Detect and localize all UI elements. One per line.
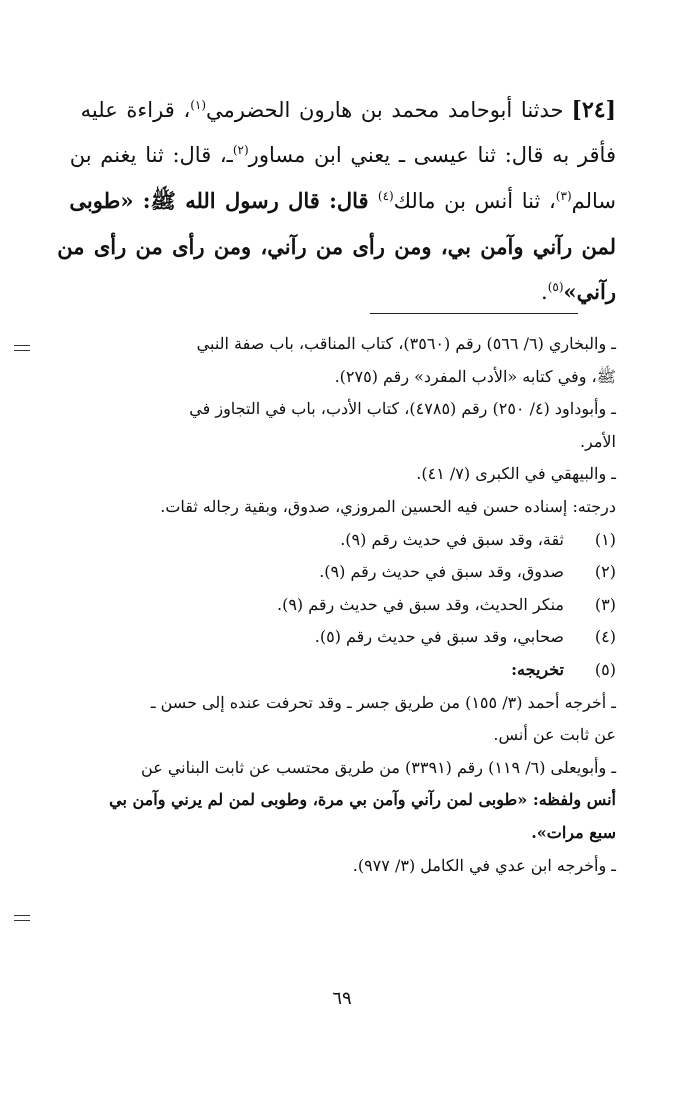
takhrij-line: سبع مرات». xyxy=(531,822,616,842)
hadith-line-2: فأقر به قال: ثنا عيسى ـ يعني ابن مساور$^{(٢)}$ـ، قال: ثنا يغنم بن xyxy=(69,143,616,167)
footnote-ref-2: (٢) xyxy=(232,143,249,157)
footnote-mark: (٥) xyxy=(594,659,616,679)
footnote-divider xyxy=(370,313,578,314)
footnote-item xyxy=(38,524,616,557)
footnote-mark: (٣) xyxy=(594,594,616,614)
footnote-ref-4: (٤) xyxy=(377,189,394,203)
footnote-line: الأمر. xyxy=(579,431,616,451)
footnote-text: صحابي، وقد سبق في حديث رقم (٥). xyxy=(314,627,564,647)
footnote-text: منكر الحديث، وقد سبق في حديث رقم (٩). xyxy=(276,594,564,614)
footnote-mark: (٢) xyxy=(594,562,616,582)
takhrij-line: ـ وأخرجه ابن عدي في الكامل (٣/ ٩٧٧). xyxy=(352,855,616,875)
footnote-mark: (١) xyxy=(594,529,616,549)
footnote-item xyxy=(38,589,616,622)
continuation-mark xyxy=(14,345,30,351)
footnote-text: تخريجه: xyxy=(511,659,564,679)
end-mark xyxy=(14,915,30,921)
footnotes xyxy=(38,328,616,882)
footnote-text: ثقة، وقد سبق في حديث رقم (٩). xyxy=(340,529,564,549)
hadith-number: [٢٤] xyxy=(571,97,616,123)
footnote-ref-1: (١) xyxy=(190,98,207,112)
footnote-ref-3: (٣) xyxy=(555,189,572,203)
hadith-line-3: سالم$^{(٣)}$، ثنا أنس بن مالك$^{(٤)}$ قال: قال رسول الله ﷺ: «طوبى xyxy=(69,188,616,213)
footnote-line: ـ والبخاري (٦/ ٥٦٦) رقم (٣٥٦٠)، كتاب المناقب، باب صفة النبي xyxy=(196,334,616,353)
footnote-line: درجته: إسناده حسن فيه الحسين المروزي، صدوق، وبقية رجاله ثقات. xyxy=(160,496,616,516)
footnote-item xyxy=(38,654,616,687)
takhrij-line: أنس ولفظه: «طوبى لمن رآني وآمن بي مرة، وطوبى لمن لم يرني وآمن بي xyxy=(109,790,616,810)
footnote-item xyxy=(38,556,616,589)
hadith-line-5: رآني»$^{(٥)}$. xyxy=(541,279,616,304)
footnote-ref-5: (٥) xyxy=(547,280,564,294)
takhrij-line: ـ وأبويعلى (٦/ ١١٩) رقم (٣٣٩١) من طريق محتسب عن ثابت البناني عن xyxy=(141,757,616,777)
takhrij-line: ـ أخرجه أحمد (٣/ ١٥٥) من طريق جسر ـ وقد تحرفت عنده إلى حسن ـ xyxy=(150,692,616,712)
footnote-text: صدوق، وقد سبق في حديث رقم (٩). xyxy=(319,562,564,582)
page-number: ٦٩ xyxy=(332,988,352,1009)
footnote-line: ﷺ، وفي كتابه «الأدب المفرد» رقم (٢٧٥). xyxy=(334,366,616,386)
hadith-line-4: لمن رآني وآمن بي، ومن رأى من رآني، ومن رأى من رأى من xyxy=(57,234,616,259)
hadith-line-1: [٢٤]حدثنا أبوحامد محمد بن هارون الحضرمي$^{(١)}$، قراءة عليه xyxy=(80,97,616,123)
footnote-mark: (٤) xyxy=(594,627,616,647)
footnote-line: ـ والبيهقي في الكبرى (٧/ ٤١). xyxy=(416,464,616,484)
hadith-text xyxy=(40,88,616,315)
footnote-line: ـ وأبوداود (٤/ ٢٥٠) رقم (٤٧٨٥)، كتاب الأدب، باب في التجاوز في xyxy=(189,399,616,419)
takhrij-line: عن ثابت عن أنس. xyxy=(493,725,616,745)
footnote-item xyxy=(38,621,616,654)
